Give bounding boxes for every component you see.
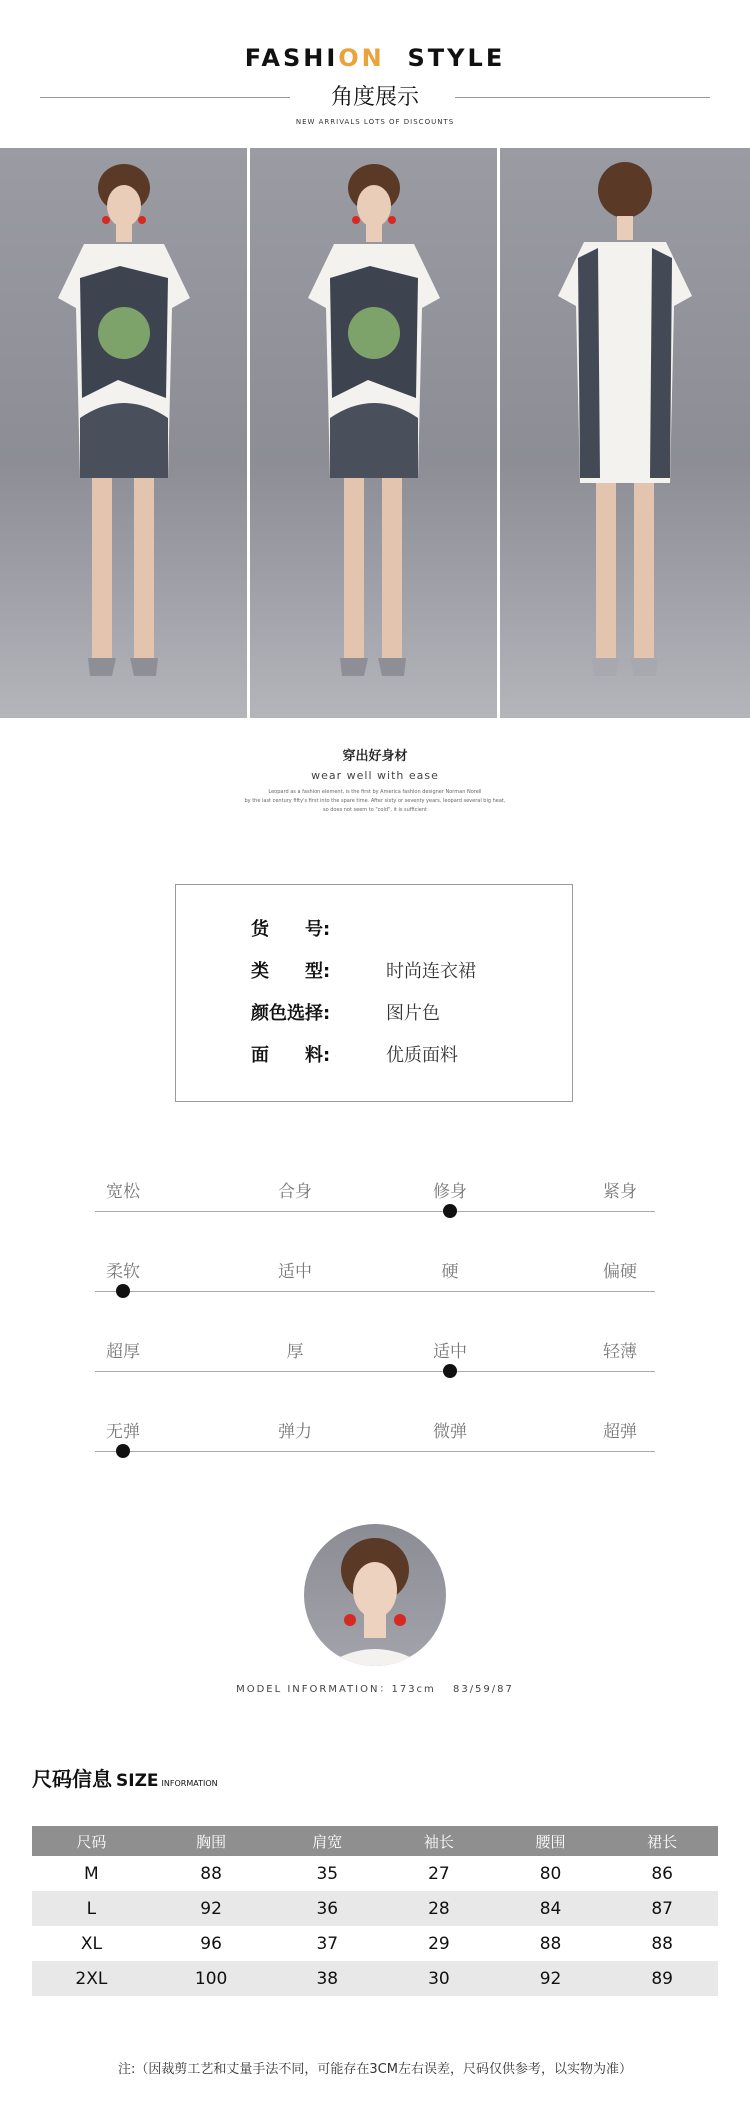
scale-label: 厚 (286, 1342, 304, 1362)
scale-indicator (116, 1444, 130, 1458)
column-header: 尺码 (32, 1826, 151, 1856)
size-chart-table (32, 1826, 718, 1996)
scale-label: 修身 (433, 1182, 467, 1202)
thickness-scale (95, 1337, 655, 1387)
column-header: 裙长 (606, 1826, 718, 1856)
table-cell: 89 (606, 1961, 718, 1996)
table-cell: 96 (200, 1933, 222, 1954)
scale-label: 适中 (278, 1262, 312, 1282)
table-cell: 87 (606, 1891, 718, 1926)
scale-indicator (443, 1204, 457, 1218)
wear-description: Leopard as a fashion element, is the first by America fashion designer Norman Norell by the last century fifty's first into the spare time. After sixty or seventy years, leopard several big heat, so does not seem to "cold", it is sufficient (244, 789, 506, 813)
model-avatar (304, 1524, 446, 1666)
header-divider-right (455, 97, 710, 98)
elasticity-scale (95, 1417, 655, 1467)
table-cell: 30 (383, 1961, 495, 1996)
header-tagline: NEW ARRIVALS LOTS OF DISCOUNTS (295, 118, 455, 126)
table-cell: 29 (428, 1933, 450, 1954)
wear-title-cn: 穿出好身材 (342, 749, 408, 764)
table-cell: 35 (316, 1863, 339, 1884)
table-cell: 88 (651, 1933, 673, 1954)
table-cell: 92 (495, 1961, 607, 1996)
scale-indicator (443, 1364, 457, 1378)
table-cell: M (84, 1863, 99, 1884)
fashion-style-title: FASHION STYLE (244, 44, 506, 72)
scale-label: 宽松 (106, 1182, 140, 1202)
scale-label: 硬 (441, 1262, 459, 1282)
table-header-row (32, 1826, 718, 1856)
column-header: 袖长 (383, 1826, 495, 1856)
scale-label: 柔软 (106, 1262, 140, 1282)
scale-track (95, 1451, 655, 1452)
table-cell: 2XL (32, 1961, 151, 1996)
table-cell: XL (80, 1933, 102, 1954)
softness-scale (95, 1257, 655, 1307)
scale-label: 弹力 (278, 1422, 312, 1442)
table-cell: 37 (316, 1933, 339, 1954)
back-view-photo (500, 148, 750, 718)
scale-label: 微弹 (433, 1422, 467, 1442)
product-info-box: 货 号: 类 型: 时尚连衣裙 颜色选择: 图片色 面 料: 优质面料 (175, 884, 573, 1102)
scale-label: 适中 (433, 1342, 467, 1362)
column-header: 胸围 (151, 1826, 272, 1856)
scale-label: 无弹 (106, 1422, 140, 1442)
scale-indicator (116, 1284, 130, 1298)
table-cell: 100 (151, 1961, 272, 1996)
model-information: MODEL INFORMATION：173cm 83/59/87 (236, 1684, 514, 1695)
table-row (32, 1926, 718, 1961)
table-row (32, 1856, 718, 1891)
fit-scale (95, 1177, 655, 1227)
front-angle-photo (250, 148, 497, 718)
table-cell: 84 (495, 1891, 607, 1926)
table-row (32, 1891, 718, 1926)
wear-title-en: wear well with ease (311, 769, 439, 782)
scale-label: 紧身 (603, 1182, 637, 1202)
scale-label: 偏硬 (603, 1262, 637, 1282)
angle-display-subtitle: 角度展示 (330, 85, 419, 110)
table-cell: 88 (200, 1863, 222, 1884)
wear-well-section (0, 745, 750, 815)
angle-photos (0, 148, 750, 718)
table-cell: 86 (651, 1863, 673, 1884)
table-cell: 28 (383, 1891, 495, 1926)
table-cell: 88 (539, 1933, 562, 1954)
table-cell: 38 (271, 1961, 383, 1996)
scale-label: 轻薄 (603, 1342, 637, 1362)
table-row (32, 1961, 718, 1996)
front-view-photo (0, 148, 247, 718)
column-header: 腰围 (495, 1826, 607, 1856)
scale-label: 超弹 (603, 1422, 637, 1442)
scale-track (95, 1371, 655, 1372)
table-cell: 27 (428, 1863, 450, 1884)
page-header (0, 0, 750, 140)
table-cell: 36 (271, 1891, 383, 1926)
scale-track (95, 1291, 655, 1292)
table-cell: 92 (151, 1891, 272, 1926)
column-header: 肩宽 (271, 1826, 383, 1856)
scale-label: 超厚 (106, 1342, 140, 1362)
measurement-note: 注:（因裁剪工艺和丈量手法不同，可能存在3CM左右误差，尺码仅供参考，以实物为准） (118, 2062, 632, 2077)
table-cell: L (32, 1891, 151, 1926)
size-section-title: 尺码信息 SIZE INFORMATION (32, 1767, 218, 1791)
table-cell: 80 (539, 1863, 562, 1884)
scale-label: 合身 (278, 1182, 312, 1202)
scale-track (95, 1211, 655, 1212)
